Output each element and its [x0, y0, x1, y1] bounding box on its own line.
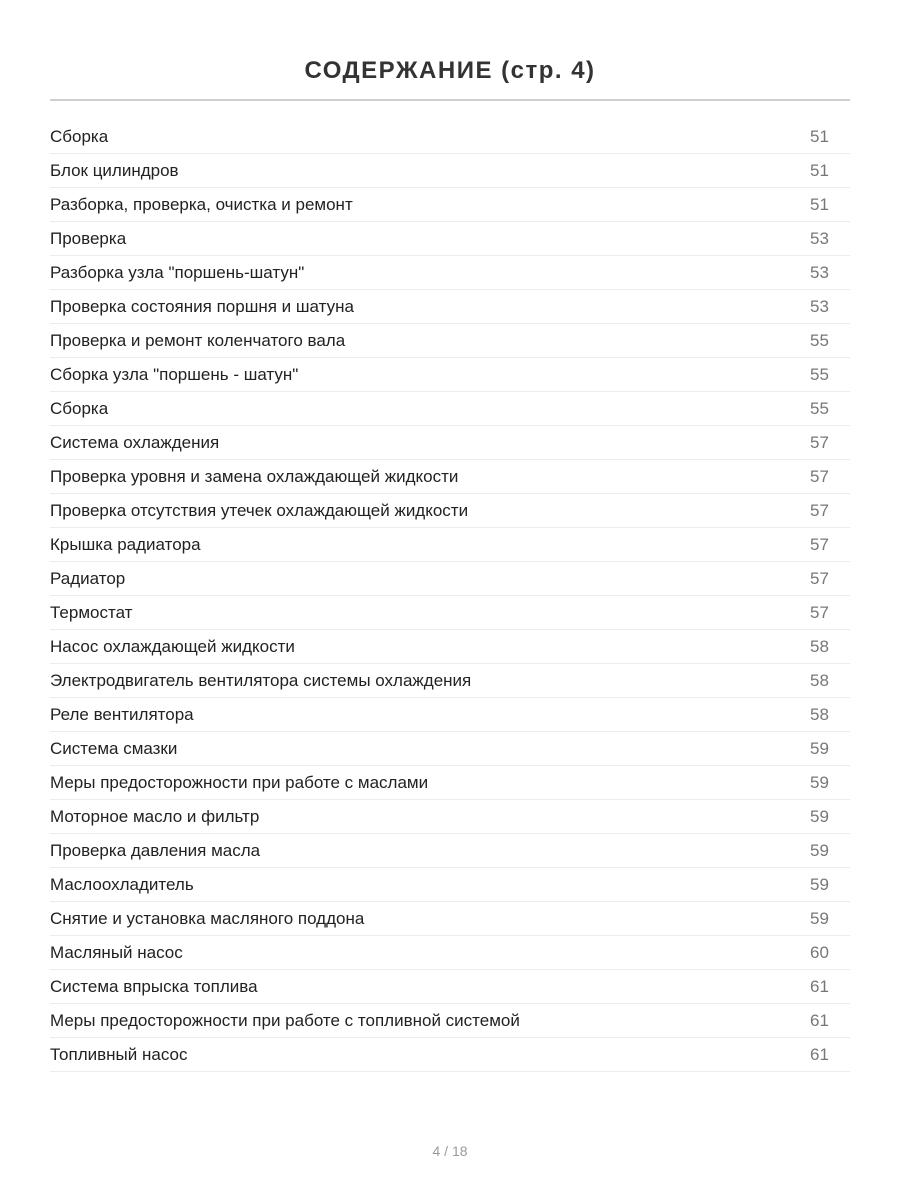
toc-entry-page-number: 59: [810, 806, 829, 826]
toc-entry-label: Моторное масло и фильтр: [50, 806, 260, 826]
toc-entry[interactable]: [50, 358, 850, 392]
toc-entry-label: Сборка узла "поршень - шатун": [50, 364, 299, 384]
toc-entry-label: Система впрыска топлива: [50, 976, 258, 996]
toc-entry[interactable]: [50, 222, 850, 256]
toc-entry-page-number: 57: [810, 534, 829, 554]
toc-entry-page-number: 58: [810, 636, 829, 656]
toc-entry-page-number: 59: [810, 840, 829, 860]
toc-entry[interactable]: [50, 324, 850, 358]
page-title: СОДЕРЖАНИЕ (стр. 4): [304, 57, 596, 85]
toc-entry[interactable]: [50, 154, 850, 188]
toc-entry-label: Термостат: [50, 602, 133, 622]
toc-entry-label: Разборка узла "поршень-шатун": [50, 262, 305, 282]
toc-entry-page-number: 51: [810, 160, 829, 180]
toc-entry-page-number: 57: [810, 432, 829, 452]
toc-entry-page-number: 61: [810, 976, 829, 996]
toc-entry[interactable]: [50, 562, 850, 596]
toc-entry-page-number: 57: [810, 500, 829, 520]
toc-entry[interactable]: [50, 766, 850, 800]
toc-entry[interactable]: [50, 936, 850, 970]
toc-entry-label: Система охлаждения: [50, 432, 220, 452]
toc-entry[interactable]: [50, 392, 850, 426]
toc-entry-label: Проверка состояния поршня и шатуна: [50, 296, 354, 316]
toc-entry[interactable]: [50, 970, 850, 1004]
toc-entry[interactable]: [50, 188, 850, 222]
toc-entry-label: Электродвигатель вентилятора системы охлаждения: [50, 670, 472, 690]
toc-entry[interactable]: [50, 868, 850, 902]
toc-entry[interactable]: [50, 902, 850, 936]
toc-entry-label: Проверка давления масла: [50, 840, 261, 860]
toc-entry-page-number: 59: [810, 874, 829, 894]
toc-entry[interactable]: [50, 290, 850, 324]
toc-entry-page-number: 61: [810, 1010, 829, 1030]
toc-entry-page-number: 59: [810, 908, 829, 928]
toc-entry-label: Система смазки: [50, 738, 178, 758]
toc-entry-label: Проверка: [50, 228, 127, 248]
toc-entry-page-number: 59: [810, 772, 829, 792]
page-counter: 4 / 18: [432, 1143, 468, 1159]
toc-entry-page-number: 57: [810, 602, 829, 622]
table-of-contents: [50, 120, 850, 1072]
toc-entry-label: Крышка радиатора: [50, 534, 201, 554]
toc-entry[interactable]: [50, 256, 850, 290]
toc-entry[interactable]: [50, 120, 850, 154]
toc-entry-label: Меры предосторожности при работе с топливной системой: [50, 1010, 520, 1030]
toc-entry-label: Меры предосторожности при работе с маслами: [50, 772, 429, 792]
toc-entry[interactable]: [50, 528, 850, 562]
toc-entry[interactable]: [50, 834, 850, 868]
toc-entry[interactable]: [50, 596, 850, 630]
toc-entry-label: Насос охлаждающей жидкости: [50, 636, 295, 656]
toc-entry[interactable]: [50, 800, 850, 834]
toc-entry-page-number: 55: [810, 330, 829, 350]
toc-entry[interactable]: [50, 1038, 850, 1072]
toc-entry[interactable]: [50, 698, 850, 732]
toc-entry[interactable]: [50, 426, 850, 460]
toc-entry[interactable]: [50, 732, 850, 766]
toc-entry-page-number: 53: [810, 262, 829, 282]
toc-entry-label: Проверка отсутствия утечек охлаждающей жидкости: [50, 500, 469, 520]
toc-entry-label: Разборка, проверка, очистка и ремонт: [50, 194, 353, 214]
toc-entry-label: Топливный насос: [50, 1044, 188, 1064]
toc-entry-page-number: 59: [810, 738, 829, 758]
toc-entry-page-number: 58: [810, 704, 829, 724]
toc-entry-label: Сборка: [50, 398, 109, 418]
toc-entry-label: Радиатор: [50, 568, 126, 588]
toc-entry-page-number: 55: [810, 364, 829, 384]
toc-entry[interactable]: [50, 630, 850, 664]
toc-entry-page-number: 53: [810, 228, 829, 248]
toc-entry-page-number: 57: [810, 466, 829, 486]
toc-entry-page-number: 53: [810, 296, 829, 316]
toc-entry-label: Реле вентилятора: [50, 704, 194, 724]
toc-entry[interactable]: [50, 494, 850, 528]
toc-entry-page-number: 61: [810, 1044, 829, 1064]
toc-entry-label: Маслоохладитель: [50, 874, 194, 894]
toc-entry-page-number: 51: [810, 194, 829, 214]
title-divider: [50, 99, 850, 101]
toc-entry[interactable]: [50, 664, 850, 698]
toc-entry[interactable]: [50, 460, 850, 494]
toc-entry-label: Сборка: [50, 126, 109, 146]
toc-entry-page-number: 55: [810, 398, 829, 418]
toc-entry-page-number: 58: [810, 670, 829, 690]
toc-entry-label: Блок цилиндров: [50, 160, 179, 180]
toc-entry-label: Масляный насос: [50, 942, 183, 962]
toc-entry-page-number: 60: [810, 942, 829, 962]
toc-entry-page-number: 57: [810, 568, 829, 588]
toc-entry-page-number: 51: [810, 126, 829, 146]
toc-entry-label: Снятие и установка масляного поддона: [50, 908, 365, 928]
toc-entry-label: Проверка и ремонт коленчатого вала: [50, 330, 346, 350]
toc-entry[interactable]: [50, 1004, 850, 1038]
toc-entry-label: Проверка уровня и замена охлаждающей жидкости: [50, 466, 459, 486]
